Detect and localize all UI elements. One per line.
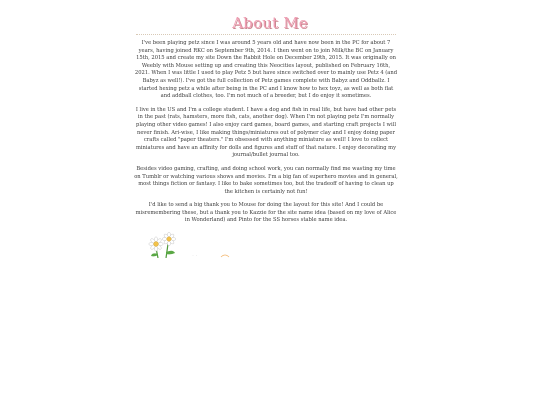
- title-divider: [136, 34, 396, 35]
- about-paragraph-4: I'd like to send a big thank you to Mouse for doing the layout for this site! And I could be misremembering these, but a thank you to Kazzie for the site name idea (based on my love of Alice in Wonderland) and Pinto for the SS horses stable name idea.: [135, 202, 397, 224]
- daisy-flowers-icon: [146, 230, 180, 258]
- sparkle-icon: ˙ ˙: [192, 255, 198, 260]
- about-paragraph-3: Besides video gaming, crafting, and doing school work, you can normally find me wasting my time on Tumblr or watching various shows and movies. I'm a big fan of superhero movies and in general, most things fiction or fantasy. I like to bake sometimes too, but the tradeoff of having to clean up the kitchen is certainly not fun!: [134, 165, 398, 195]
- about-content: [134, 40, 398, 231]
- about-paragraph-1: I've been playing petz since I was around 5 years old and have now been in the PC for about 7 years, having joined RKC on September 9th, 2014. I then went on to join Milk/the BC on January 15th, 2015 and create my site Down the Rabbit Hole on December 29th, 2015. It was originally on Weebly with Mouse setting up and creating this Neocities layout, published on February 16th, 2021. When I was little I used to play Petz 5 but have since switched over to mainly use Petz 4 (and Babyz as well!). I've got the full collection of Petz games complete with Babyz and Oddballz. I started hexing petz a while after being in the PC and I know how to hex toyz, as well as both flat and addball clothes, too. I'm not much of a breeder, but I do enjoy it sometimes.: [134, 40, 398, 100]
- about-paragraph-2: I live in the US and I'm a college student. I have a dog and fish in real life, but have had other pets in the past (rats, hamsters, more fish, cats, another dog). When I'm not playing petz I'm normally playing other video games! I also enjoy card games, board games, and starting craft projects I will never finish. Ari-wise, I like making things/miniatures out of polymer clay and I enjoy doing paper crafts called "paper theaters." I'm obsessed with anything miniature as well! I love to collect miniatures and have an affinity for dolls and figures and stuff of that nature. I enjoy decorating my journal/bullet journal too.: [135, 106, 397, 159]
- page-title: About Me: [232, 14, 308, 32]
- swirl-icon: [220, 254, 230, 258]
